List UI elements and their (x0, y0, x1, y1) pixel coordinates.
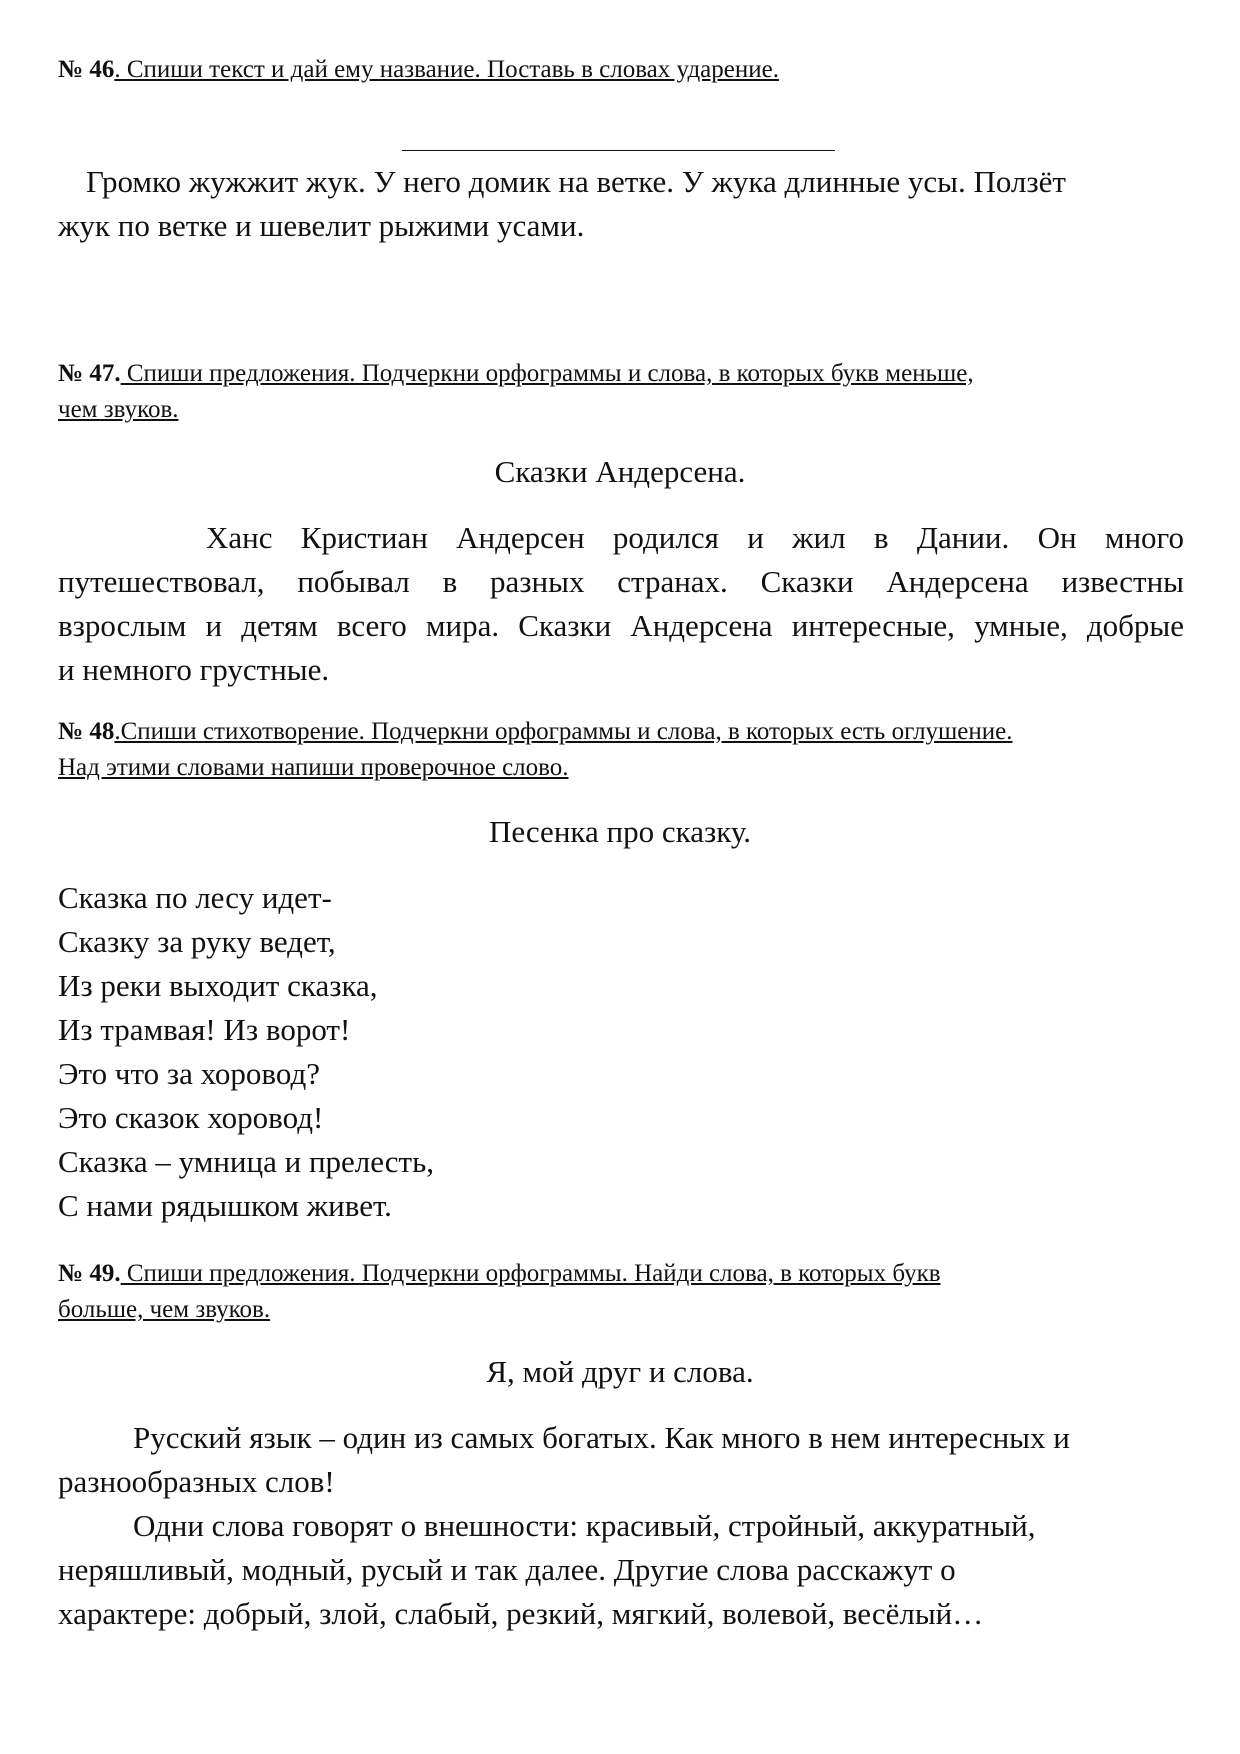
task-49-text-line-5: характере: добрый, злой, слабый, резкий, мягкий, волевой, весёлый… (58, 1596, 984, 1631)
task-46-instruction: . Спиши текст и дай ему название. Поставь в словах ударение. (114, 56, 779, 83)
poem-line-3: Из реки выходит сказка, (58, 968, 378, 1003)
task-48-instruction-line-2-wrap (58, 750, 569, 786)
poem-line-6: Это сказок хоровод! (58, 1100, 324, 1135)
task-46-text-line-2: жук по ветке и шевелит рыжими усами. (58, 208, 585, 243)
task-49-heading (58, 1256, 941, 1292)
task-47-number: № 47. (58, 360, 121, 387)
task-49-instruction-line-1: Спиши предложения. Подчеркни орфограммы. Найди слова, в которых букв (120, 1260, 941, 1287)
task-47-text-line-1: Ханс Кристиан Андерсен родился и жил в Дании. Он много (206, 520, 1184, 555)
task-49-number: № 49. (58, 1260, 121, 1287)
task-47-title: Сказки Андерсена. (494, 454, 746, 489)
task-46-title-blank (402, 150, 835, 151)
poem-line-5: Это что за хоровод? (58, 1056, 320, 1091)
poem-line-7: Сказка – умница и прелесть, (58, 1144, 434, 1179)
task-47-instruction-line-1: Спиши предложения. Подчеркни орфограммы и слова, в которых букв меньше, (120, 360, 974, 387)
task-46-heading (58, 52, 779, 88)
task-49-text-line-4: неряшливый, модный, русый и так далее. Другие слова расскажут о (58, 1552, 956, 1587)
task-47-heading (58, 356, 974, 392)
task-49-instruction-line-2: больше, чем звуков. (58, 1296, 271, 1323)
task-48-instruction-line-1: .Спиши стихотворение. Подчеркни орфограммы и слова, в которых есть оглушение. (114, 718, 1013, 745)
task-47-text-line-2: путешествовал, побывал в разных странах. Сказки Андерсена известны (58, 564, 1184, 599)
task-49-text-line-1: Русский язык – один из самых богатых. Как много в нем интересных и (133, 1420, 1070, 1455)
poem-line-8: С нами рядышком живет. (58, 1188, 392, 1223)
task-49-title: Я, мой друг и слова. (486, 1354, 754, 1389)
poem-line-4: Из трамвая! Из ворот! (58, 1012, 351, 1047)
task-48-number: № 48 (58, 718, 115, 745)
task-48-heading (58, 714, 1013, 750)
poem-line-1: Сказка по лесу идет- (58, 880, 332, 915)
task-47-instruction-line-2-wrap (58, 392, 179, 428)
task-46-number: № 46 (58, 56, 115, 83)
task-48-instruction-line-2: Над этими словами напиши проверочное слово. (58, 754, 569, 781)
task-49-text-line-3: Одни слова говорят о внешности: красивый, стройный, аккуратный, (133, 1508, 1036, 1543)
task-49-instruction-line-2-wrap (58, 1292, 270, 1328)
task-46-text-line-1: Громко жужжит жук. У него домик на ветке. У жука длинные усы. Ползёт (86, 164, 1066, 199)
task-47-instruction-line-2: чем звуков. (58, 396, 179, 423)
task-48-title: Песенка про сказку. (489, 814, 751, 849)
task-47-text-line-4: и немного грустные. (58, 652, 330, 687)
poem-line-2: Сказку за руку ведет, (58, 924, 336, 959)
task-49-text-line-2: разнообразных слов! (58, 1464, 335, 1499)
task-47-text-line-3: взрослым и детям всего мира. Сказки Андерсена интересные, умные, добрые (58, 608, 1184, 643)
